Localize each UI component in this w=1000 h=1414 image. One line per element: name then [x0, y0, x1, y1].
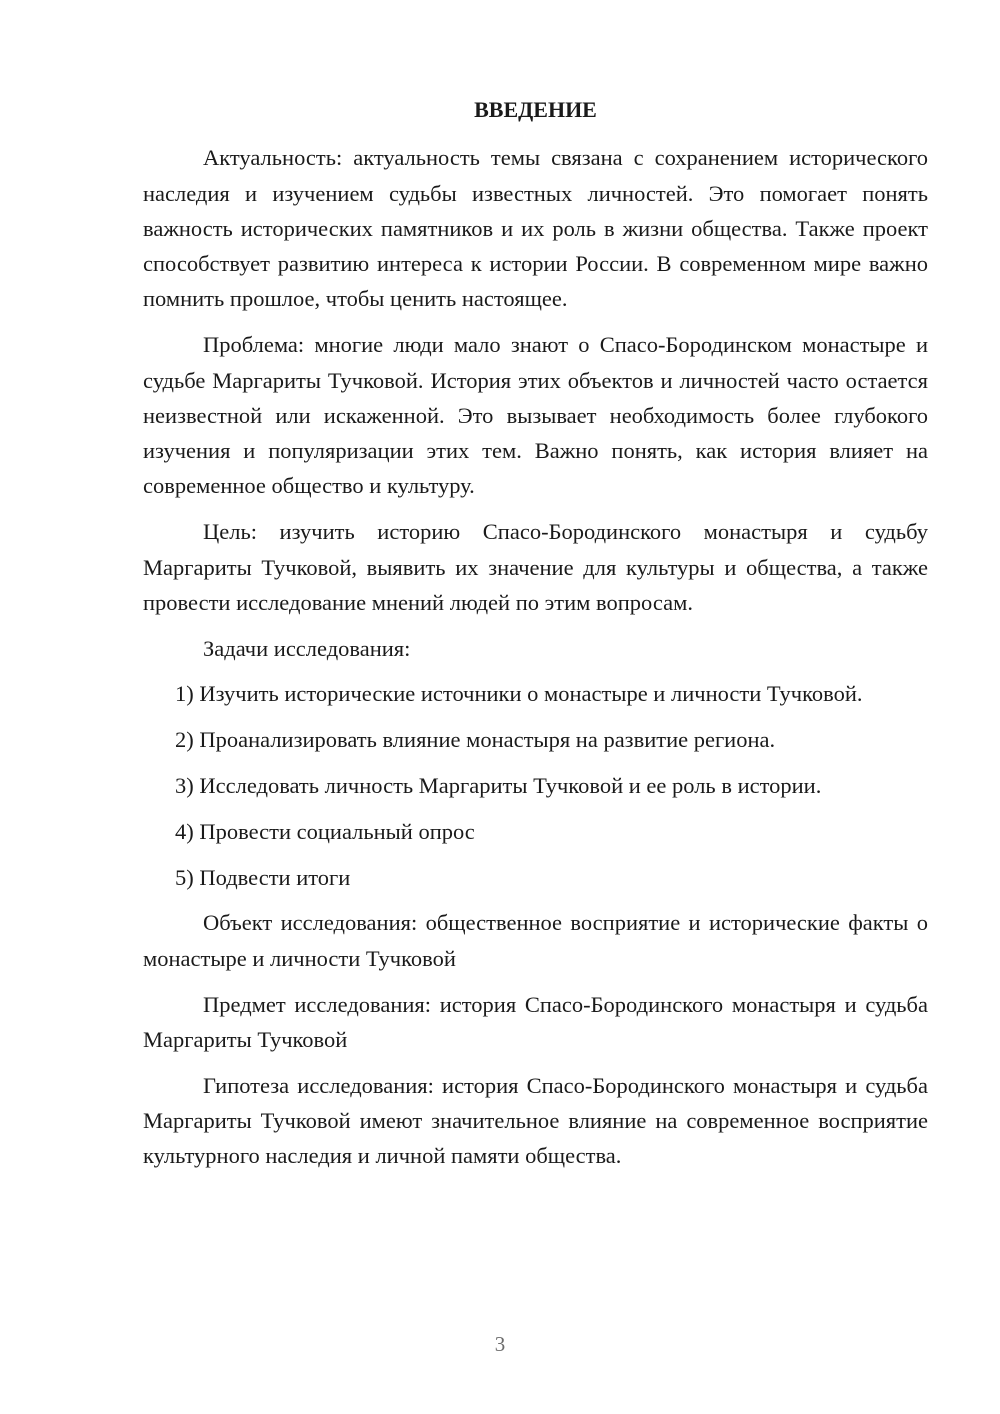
relevance-paragraph: Актуальность: актуальность темы связана с сохранением исторического наследия и изучением судьбы известных личностей. Это помогает понять важность исторических памятников и их роль в жизни общества. Также проект способствует развитию интереса к истории России. В современном мире важно помнить прошлое, чтобы ценить настоящее.	[143, 145, 928, 312]
task-item-4: 4) Провести социальный опрос	[175, 818, 475, 844]
section-heading: ВВЕДЕНИЕ	[474, 97, 597, 122]
task-item-1: 1) Изучить исторические источники о монастыре и личности Тучковой.	[175, 681, 863, 707]
hypothesis-paragraph: Гипотеза исследования: история Спасо-Бородинского монастыря и судьба Маргариты Тучковой имеют значительное влияние на современное восприятие культурного наследия и личной памяти общества.	[143, 1072, 928, 1169]
task-item-3: 3) Исследовать личность Маргариты Тучковой и ее роль в истории.	[175, 773, 822, 799]
task-item-5: 5) Подвести итоги	[175, 864, 351, 890]
page-number: 3	[494, 1332, 506, 1356]
document-page	[143, 92, 928, 1174]
goal-paragraph: Цель: изучить историю Спасо-Бородинского монастыря и судьбу Маргариты Тучковой, выявить их значение для культуры и общества, а также провести исследование мнений людей по этим вопросам.	[143, 519, 928, 615]
object-paragraph: Объект исследования: общественное восприятие и исторические факты о монастыре и личности Тучковой	[143, 910, 928, 971]
subject-paragraph: Предмет исследования: история Спасо-Бородинского монастыря и судьба Маргариты Тучковой	[143, 991, 928, 1052]
task-item-2: 2) Проанализировать влияние монастыря на развитие региона.	[175, 727, 776, 753]
tasks-heading: Задачи исследования:	[203, 635, 411, 661]
problem-paragraph: Проблема: многие люди мало знают о Спасо-Бородинском монастыре и судьбе Маргариты Тучковой. История этих объектов и личностей часто остается неизвестной или искаженной. Это вызывает необходимость более глубокого изучения и популяризации этих тем. Важно понять, как история влияет на современное общество и культуру.	[143, 332, 928, 499]
